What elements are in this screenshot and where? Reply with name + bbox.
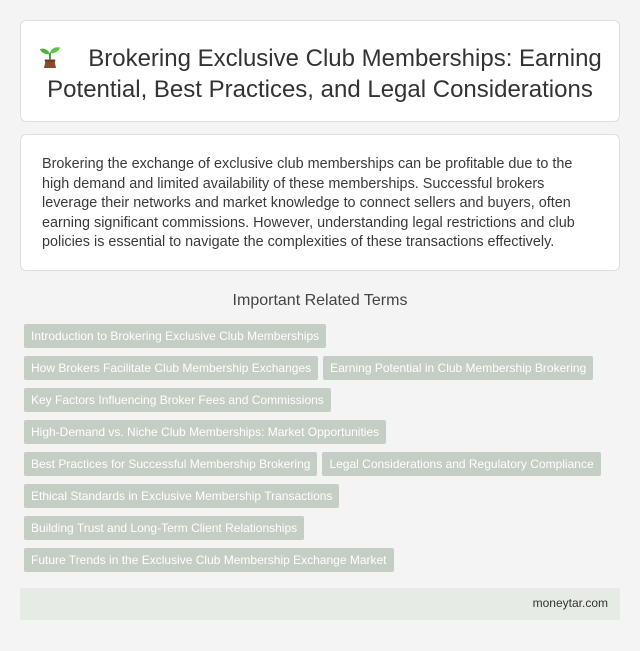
tag-row: [24, 516, 624, 540]
tag-row: [24, 420, 624, 444]
sprout-icon: [38, 45, 62, 69]
tag-row: [24, 388, 624, 412]
related-term-tag[interactable]: Ethical Standards in Exclusive Membership Transactions: [24, 484, 339, 508]
tag-row: [24, 324, 624, 348]
related-term-tag[interactable]: Best Practices for Successful Membership Brokering: [24, 452, 317, 476]
page-title: [21, 43, 619, 105]
related-term-tag[interactable]: How Brokers Facilitate Club Membership Exchanges: [24, 356, 318, 380]
related-term-tag[interactable]: Legal Considerations and Regulatory Compliance: [322, 452, 600, 476]
related-term-tag[interactable]: Introduction to Brokering Exclusive Club Memberships: [24, 324, 326, 348]
tag-row: [24, 548, 624, 572]
footer-site-link[interactable]: moneytar.com: [532, 596, 608, 610]
related-terms-list: [24, 324, 624, 580]
related-term-tag[interactable]: High-Demand vs. Niche Club Memberships: Market Opportunities: [24, 420, 386, 444]
tag-row: [24, 356, 624, 380]
summary-text: Brokering the exchange of exclusive club memberships can be profitable due to the high demand and limited availability of these memberships. Successful brokers leverage their networks and market knowledge to connect sellers and buyers, often earning significant commissions. However, understanding legal restrictions and club policies is essential to navigate the complexities of these transactions effectively.: [42, 156, 575, 250]
related-term-tag[interactable]: Future Trends in the Exclusive Club Membership Exchange Market: [24, 548, 394, 572]
related-terms-heading: Important Related Terms: [232, 292, 408, 309]
title-card: [20, 20, 620, 122]
related-term-tag[interactable]: Earning Potential in Club Membership Brokering: [323, 356, 593, 380]
related-term-tag[interactable]: Building Trust and Long-Term Client Relationships: [24, 516, 304, 540]
page-title-text: Brokering Exclusive Club Memberships: Earning Potential, Best Practices, and Legal Considerations: [47, 45, 602, 103]
tag-row: [24, 452, 624, 476]
tag-row: [24, 484, 624, 508]
summary-card: [20, 134, 620, 271]
related-term-tag[interactable]: Key Factors Influencing Broker Fees and Commissions: [24, 388, 331, 412]
footer: [20, 588, 620, 620]
